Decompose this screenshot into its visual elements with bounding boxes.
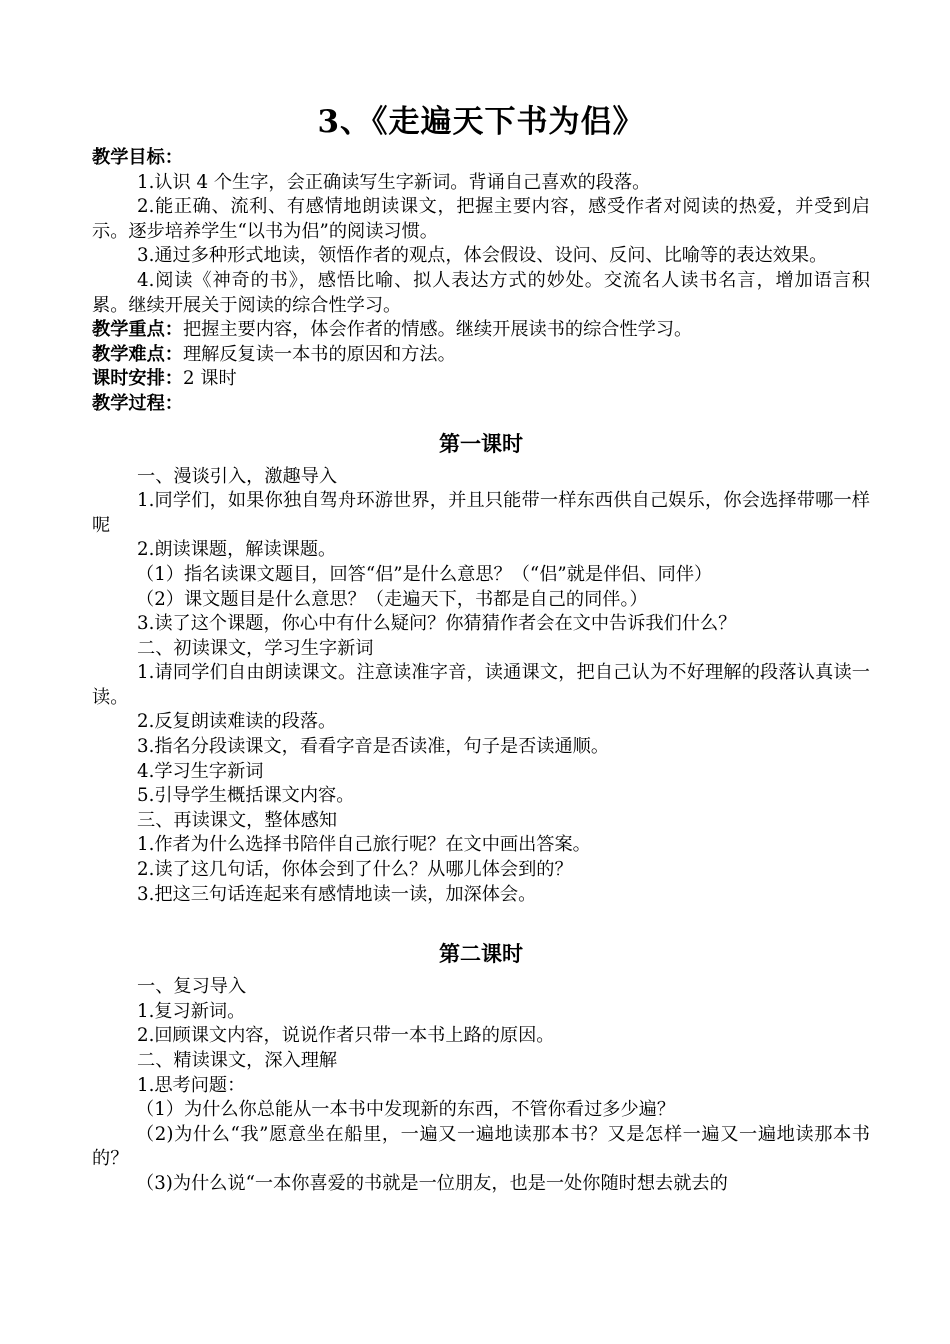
- lesson1-step1-item2: 2.朗读课题，解读课题。: [137, 539, 337, 561]
- lesson1-step2-item4: 4.学习生字新词: [137, 760, 264, 782]
- lesson1-step2-item3: 3.指名分段读课文，看看字音是否读准，句子是否读通顺。: [137, 736, 610, 758]
- lesson1-step2-item1: 1.请同学们自由朗读课文。注意读准字音，读通课文，把自己认为不好理解的段落认真读一读。: [92, 662, 870, 708]
- lesson1-step1-item3: 3.读了这个课题，你心中有什么疑问？你猜猜作者会在文中告诉我们什么？: [137, 613, 737, 635]
- lesson1-step2-item5: 5.引导学生概括课文内容。: [137, 785, 355, 807]
- lesson1-heading: 第一课时: [439, 430, 523, 456]
- schedule: [92, 367, 870, 392]
- lesson1-step1-item1: 1.同学们，如果你独自驾舟环游世界，并且只能带一样东西供自己娱乐，你会选择带哪一样呢: [92, 490, 870, 536]
- lesson2-step1-item1: 1.复习新词。: [137, 1000, 246, 1022]
- goal-item-2: 2.能正确、流利、有感情地朗读课文，把握主要内容，感受作者对阅读的热爱，并受到启示。逐步培养学生“以书为侣”的阅读习惯。: [92, 196, 870, 242]
- goal-item-4: 4.阅读《神奇的书》，感悟比喻、拟人表达方式的妙处。交流名人读书名言，增加语言积累。继续开展关于阅读的综合性学习。: [92, 269, 870, 316]
- schedule-label: 课时安排：: [92, 368, 183, 390]
- lesson2-question1: （1）为什么你总能从一本书中发现新的东西，不管你看过多少遍？: [136, 1099, 676, 1121]
- lesson2-question2: （2)为什么“我”愿意坐在船里，一遍又一遍地读那本书？又是怎样一遍又一遍地读那本书的？: [92, 1123, 870, 1170]
- difficulty: [92, 343, 870, 368]
- lesson2-step1-item2: 2.回顾课文内容，说说作者只带一本书上路的原因。: [137, 1025, 555, 1047]
- goal-item-3: 3.通过多种形式地读，领悟作者的观点，体会假设、设问、反问、比喻等的表达效果。: [137, 245, 828, 267]
- lesson1-step3: 三、再读课文，整体感知: [137, 809, 338, 831]
- lesson1-step3-item2: 2.读了这几句话，你体会到了什么？从哪儿体会到的？: [137, 859, 573, 881]
- key-points-label: 教学重点：: [92, 319, 183, 341]
- lesson2-question3: （3)为什么说“一本你喜爱的书就是一位朋友，也是一处你随时想去就去的: [136, 1172, 728, 1194]
- lesson2-step2: 二、精读课文，深入理解: [137, 1050, 338, 1071]
- lesson1-step2: 二、初读课文，学习生字新词: [137, 637, 374, 659]
- lesson1-step1-item2b: （2）课文题目是什么意思？（走遍天下，书都是自己的同伴。）: [136, 588, 648, 610]
- document-title: 3、《走遍天下书为侣》: [317, 104, 645, 140]
- lesson1-step1-item2a: （1）指名读课文题目，回答“侣”是什么意思？（“侣”就是伴侣、同伴）: [136, 563, 713, 585]
- lesson1-step3-item1: 1.作者为什么选择书陪伴自己旅行呢？在文中画出答案。: [137, 834, 591, 856]
- lesson1-step2-item2: 2.反复朗读难读的段落。: [137, 711, 337, 733]
- key-points: [92, 318, 870, 343]
- schedule-text: 2 课时: [182, 368, 237, 390]
- document-page: [92, 100, 870, 1197]
- lesson2-heading: 第二课时: [439, 941, 523, 967]
- goal-item-1: 1.认识 4 个生字，会正确读写生字新词。背诵自己喜欢的段落。: [137, 171, 651, 193]
- lesson2-step2-item1: 1.思考问题：: [137, 1074, 246, 1096]
- lesson1-step1: 一、漫谈引入，激趣导入: [137, 465, 338, 487]
- goals-label: 教学目标：: [92, 147, 183, 168]
- key-points-text: 把握主要内容，体会作者的情感。继续开展读书的综合性学习。: [182, 319, 693, 341]
- process-label: 教学过程：: [92, 392, 183, 414]
- lesson1-step3-item3: 3.把这三句话连起来有感情地读一读，加深体会。: [137, 883, 537, 905]
- lesson2-step1: 一、复习导入: [137, 976, 247, 998]
- difficulty-text: 理解反复读一本书的原因和方法。: [182, 343, 456, 365]
- difficulty-label: 教学难点：: [92, 343, 183, 365]
